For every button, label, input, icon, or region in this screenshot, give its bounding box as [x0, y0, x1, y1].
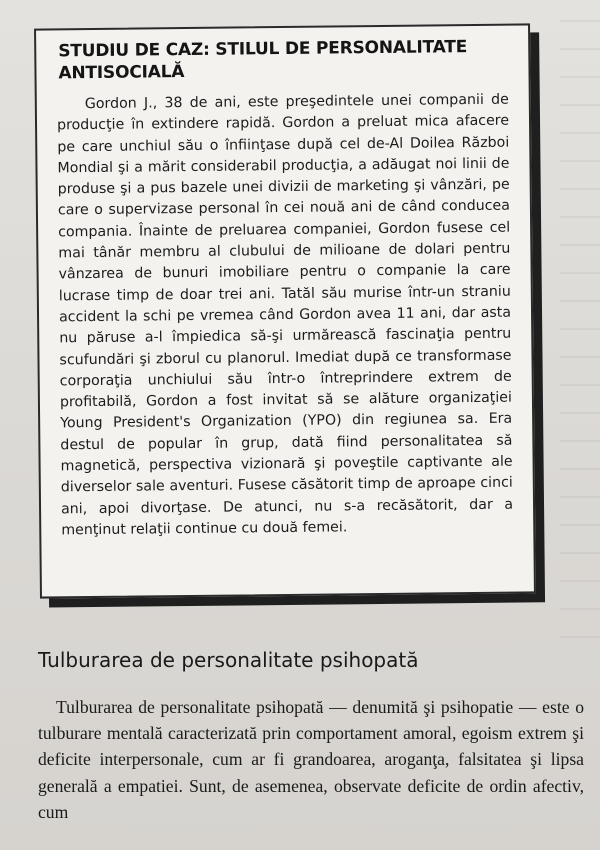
- case-study-body: Gordon J., 38 de ani, este preşedintele unei companii de producţie în extindere rapidă. Gordon a preluat mica afacere pe care unchiul său o înfiinţase după cel de-Al Doilea Război Mondial şi a mărit considerabil producţia, a adăugat noi linii de produse şi a pus bazele unei divizii de marketing şi vânzări, pe care o supervizase personal în cei nouă ani de când conducea compania. Înainte de preluarea companiei, Gordon fusese cel mai tânăr membru al clubului de milioane de dolari pentru vânzarea de bunuri imobiliare pentru o companie la care lucrase timp de doar trei ani. Tatăl său murise într-un straniu accident la schi pe vremea când Gordon avea 11 ani, dar asta nu păruse a-l împiedica să-şi urmărească fascinaţia pentru scufundări şi zborul cu planorul. Imediat după ce transformase corporaţia unchiului său într-o întreprindere extrem de profitabilă, Gordon a fost invitat să se alăture organizaţiei Young President's Organization (YPO) din regiunea sa. Era destul de popular în grup, dată fiind personalitatea să magnetică, perspectiva vizionară şi poveştile captivante ale diverselor sale aventuri. Fusese căsătorit timp de aproape cinci ani, apoi divorţase. De atunci, nu s-a recăsătorit, dar a menţinut relaţii continue cu două femei.: [56, 91, 514, 539]
- case-study-title: STUDIU DE CAZ: STILUL DE PERSONALITATE ANTISOCIALĂ: [58, 37, 468, 84]
- case-study-box: [34, 23, 536, 598]
- section-heading: Tulburarea de personalitate psihopată: [38, 648, 419, 672]
- section-body-paragraph: Tulburarea de personalitate psihopată — denumită şi psihopatie — este o tulburare mentală caracterizată prin comportament amoral, egoism extrem şi deficite interpersonale, cum ar fi grandoarea, aroganţa, falsitatea şi lipsa generală a empatiei. Sunt, de asemenea, observate deficite de ordin afectiv, cum: [38, 697, 584, 822]
- facing-page-bleed: [560, 20, 600, 660]
